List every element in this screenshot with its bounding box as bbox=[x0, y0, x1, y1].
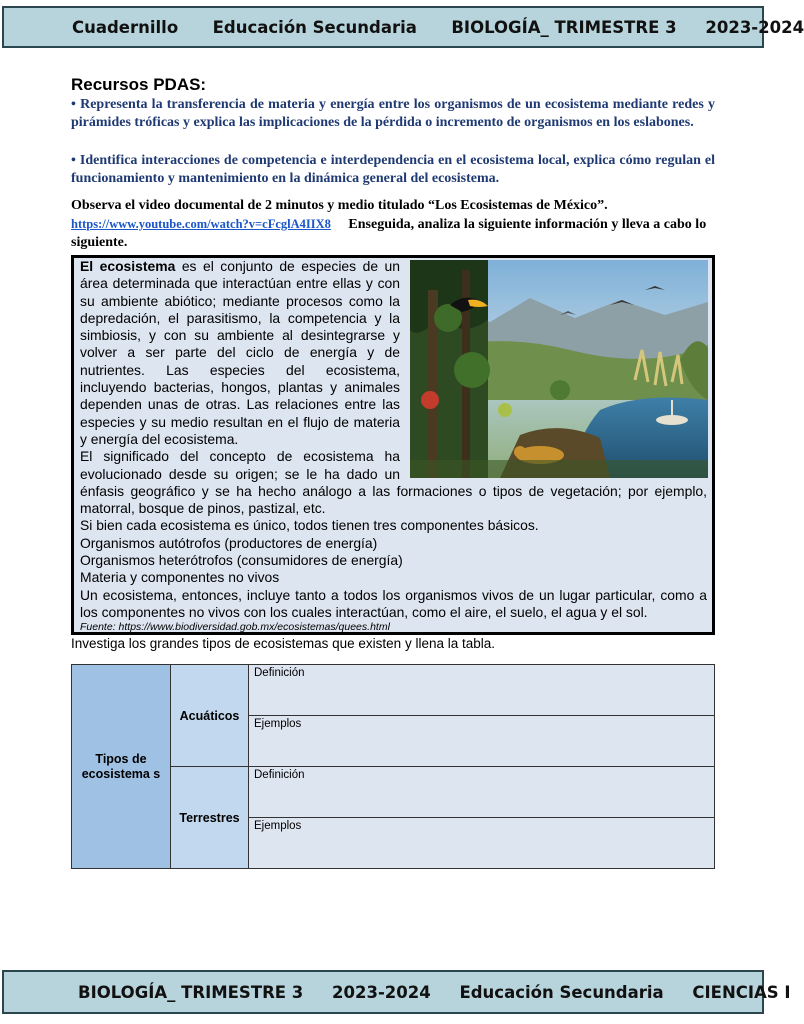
header-banner bbox=[2, 6, 804, 48]
info-p3: Si bien cada ecosistema es único, todos tienen tres componentes básicos. bbox=[80, 517, 539, 534]
info-text bbox=[80, 258, 707, 634]
video-instructions bbox=[71, 197, 715, 252]
table-instructions: Investiga los grandes tipos de ecosistemas que existen y llena la tabla. bbox=[71, 636, 495, 651]
component-heterotrofos: Organismos heterótrofos (consumidores de energía) bbox=[80, 552, 403, 569]
category-terrestres: Terrestres bbox=[171, 767, 249, 869]
footer-year: 2023-2024 bbox=[332, 982, 431, 1002]
info-p4: Un ecosistema, entonces, incluye tanto a todos los organismos vivos de un lugar particular, como a los componentes no vivos con los cuales interactúan, como el aire, el suelo, el agua y el sol. bbox=[80, 586, 707, 620]
acuaticos-definicion-field[interactable]: Definición bbox=[249, 665, 715, 716]
ecosystem-info-box bbox=[71, 255, 715, 635]
recursos-title: Recursos PDAS: bbox=[71, 75, 207, 94]
ecosystem-term: El ecosistema bbox=[80, 258, 176, 274]
info-p2: El significado del concepto de ecosistema ha evolucionado desde su origen; se le ha dado un énfasis geográfico y se ha hecho análogo a las formaciones o tipos de vegetación; por ejemplo, matorral, bosque de pinos, pastizal, etc. bbox=[80, 448, 707, 517]
component-materia: Materia y componentes no vivos bbox=[80, 569, 280, 586]
footer-course: CIENCIAS I bbox=[692, 982, 791, 1002]
footer-level: Educación Secundaria bbox=[459, 982, 664, 1002]
footer-subject: BIOLOGÍA_ TRIMESTRE 3 bbox=[78, 982, 304, 1002]
observe-text: Observa el video documental de 2 minutos y medio titulado “Los Ecosistemas de México”. bbox=[71, 198, 608, 213]
info-source: Fuente: https://www.biodiversidad.gob.mx/ecosistemas/quees.html bbox=[80, 621, 390, 634]
info-p1: es el conjunto de especies de un área determinada que interactúan entre ellas y con su ambiente abiótico; mediante procesos como la depredación, el parasitismo, la competencia y la simbiosis, y con su ambiente al desintegrarse y volver a ser parte del ciclo de energía y de nutrientes. Las especies del ecosistema, incluyendo bacterias, hongos, plantas y animales dependen unas de otras. Las relaciones entre las especies y su medio resultan en el flujo de materia y energía del ecosistema. bbox=[80, 258, 400, 447]
footer-banner bbox=[2, 970, 791, 1014]
header-year: 2023-2024 bbox=[705, 17, 804, 37]
terrestres-definicion-field[interactable]: Definición bbox=[249, 767, 715, 818]
component-autotrofos: Organismos autótrofos (productores de energía) bbox=[80, 534, 378, 551]
ecosystem-illustration bbox=[410, 260, 708, 478]
pda-bullet-1: • Representa la transferencia de materia y energía entre los organismos de un ecosistema mediante redes y pirámides tróficas y explica las implicaciones de la pérdida o incremento de organismos en los eslabones. bbox=[71, 97, 715, 130]
table-main-label: Tipos de ecosistema s bbox=[72, 665, 171, 869]
ecosystem-types-table bbox=[71, 664, 715, 869]
video-link[interactable]: https://www.youtube.com/watch?v=cFcglA4IIX8 bbox=[71, 217, 331, 231]
acuaticos-ejemplos-field[interactable]: Ejemplos bbox=[249, 716, 715, 767]
terrestres-ejemplos-field[interactable]: Ejemplos bbox=[249, 818, 715, 869]
header-level: Educación Secundaria bbox=[212, 17, 417, 37]
pda-bullet-2: • Identifica interacciones de competencia e interdependencia en el ecosistema local, explica cómo regulan el funcionamiento y mantenimiento en la dinámica general del ecosistema. bbox=[71, 153, 715, 186]
category-acuaticos: Acuáticos bbox=[171, 665, 249, 767]
after-url-text: Enseguida, analiza la siguiente información y lleva a cabo lo siguiente. bbox=[71, 217, 707, 250]
header-cuadernillo: Cuadernillo bbox=[72, 17, 179, 37]
header-subject: BIOLOGÍA_ TRIMESTRE 3 bbox=[451, 17, 677, 37]
